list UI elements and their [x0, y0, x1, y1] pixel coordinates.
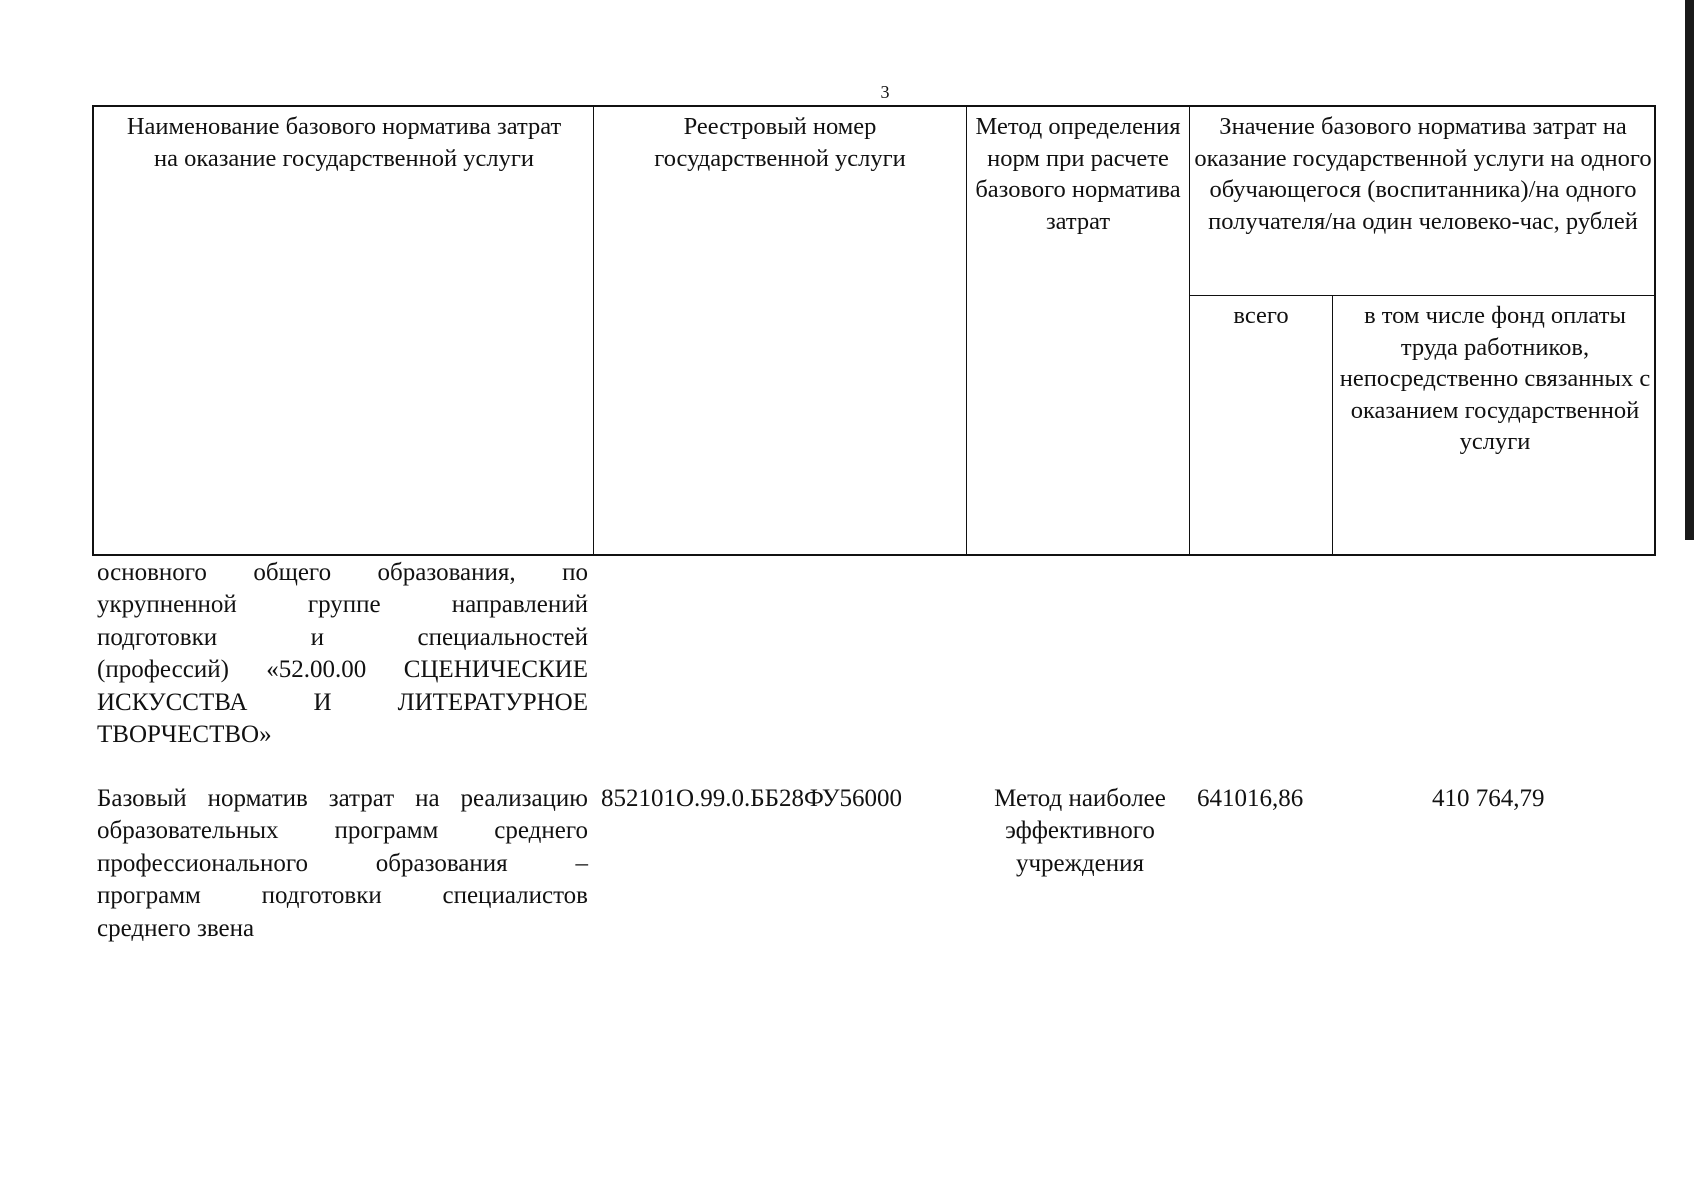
row-payroll: 410 764,79	[1432, 785, 1545, 812]
row-method	[970, 783, 1190, 880]
header-col-method: Метод определения норм при расчете базового норматива затрат	[975, 113, 1181, 235]
text-line: ИСКУССТВА И ЛИТЕРАТУРНОЕ	[97, 688, 588, 716]
row-divider	[1189, 295, 1654, 296]
text-line: программ подготовки специалистов	[97, 882, 588, 910]
text-line: Метод наиболее	[994, 785, 1166, 812]
page-number: 3	[880, 82, 890, 102]
header-col-value: Значение базового норматива затрат на оказание государственной услуги на одного обучающегося (воспитанника)/на одного получателя/на один человеко-час, рублей	[1194, 113, 1652, 235]
text-line: Базовый норматив затрат на реализацию	[97, 785, 588, 812]
row-registry-number: 852101О.99.0.ББ28ФУ56000	[601, 785, 903, 812]
row-total: 641016,86	[1197, 785, 1304, 812]
column-divider	[1189, 107, 1190, 554]
scan-edge	[1685, 0, 1694, 540]
header-table	[92, 105, 1656, 556]
header-col-payroll: в том числе фонд оплаты труда работников, непосредственно связанных с оказанием государственной услуги	[1339, 302, 1651, 456]
text-line: среднего звена	[97, 914, 255, 942]
text-line: укрупненной группе направлений	[97, 591, 588, 619]
text-line: подготовки и специальностей	[97, 623, 588, 651]
column-divider	[966, 107, 967, 554]
continued-row-name	[97, 557, 588, 751]
header-col-registry: Реестровый номер государственной услуги	[654, 113, 906, 172]
header-col-name: Наименование базового норматива затрат на оказание государственной услуги	[126, 113, 562, 172]
text-line: эффективного	[1005, 817, 1155, 845]
header-col-total: всего	[1233, 302, 1289, 329]
text-line: ТВОРЧЕСТВО»	[97, 721, 272, 749]
text-line: учреждения	[1015, 849, 1144, 877]
column-divider	[1332, 295, 1333, 554]
column-divider	[593, 107, 594, 554]
text-line: основного общего образования, по	[97, 559, 588, 586]
text-line: профессионального образования –	[97, 849, 588, 877]
text-line: (профессий) «52.00.00 СЦЕНИЧЕСКИЕ	[97, 656, 588, 684]
row-name	[97, 783, 588, 945]
text-line: образовательных программ среднего	[97, 817, 588, 845]
